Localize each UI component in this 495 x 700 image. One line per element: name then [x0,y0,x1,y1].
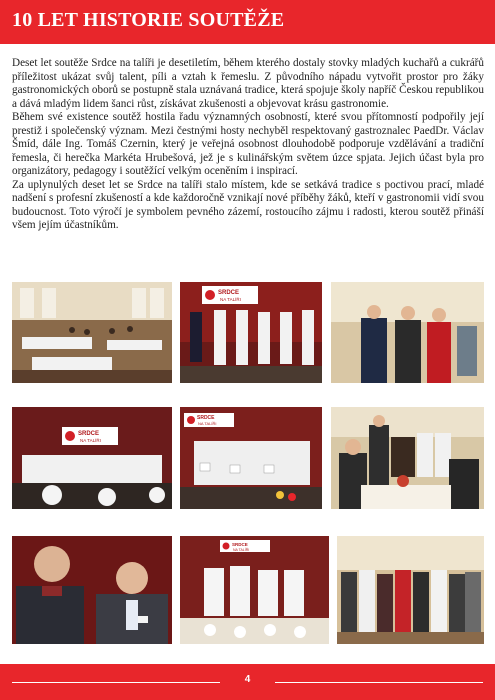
page-header [0,0,495,44]
photo-award-stage [180,282,322,383]
svg-text:NA TALÍŘI: NA TALÍŘI [80,438,101,443]
svg-text:SRDCE: SRDCE [78,431,100,437]
article-paragraph-2: Během své existence soutěž hostila řadu významných osobností, které svou přítomností podpořily její prestiž i společenský význam. Mezi čestnými hosty nechyběl respektovaný gastroznalec PaedDr. Václav Šmíd, dále Ing. Tomáš Czernin, který je veřejná osobnost dlouhodobě podporuje vzdělávání a tradiční řemesla, či herečka Markéta Hrubešová, jež je s kulinářským světem úzce spjata. Jejich účast byla pro organizátory, pedagogy i soutěžící velkým oceněním i inspirací. [12,111,484,177]
photo-competition-hall [12,282,172,383]
footer-rule-right [275,682,483,683]
svg-text:NA TALÍŘI: NA TALÍŘI [233,548,250,552]
photo-group-with-flowers [337,536,484,644]
page-number: 4 [244,674,251,685]
svg-text:SRDCE: SRDCE [218,290,240,296]
page-footer [0,664,495,700]
svg-text:NA TALÍŘI: NA TALÍŘI [220,297,241,302]
photo-three-women [331,282,484,383]
article-paragraph-3: Za uplynulých deset let se Srdce na talíři stalo místem, kde se setkává tradice s poctivou prací, mladé nadšení s profesní zkušeností a kde každoročně vznikají nové příběhy žáků, kteří v gastronomii vidí svou budoucnost. Toto výročí je symbolem pevného zázemí, rostoucího zájmu i radosti, kterou soutěž přináší všem jejím účastníkům. [12,178,484,231]
article-paragraph-1: Deset let soutěže Srdce na talíři je desetiletím, během kterého dostaly stovky mladých kuchařů a cukrářů příležitost ukázat svůj talent, píli a vztah k řemeslu. Z původního nápadu vytvořit prostor pro žáky gastronomických oborů se postupně stala uznávaná tradice, která spojuje školy napříč Českou republikou a dává mladým lidem šanci růst, získávat zkušenosti a objevovat krásu gastronomie. [12,57,484,110]
photo-guests-table [331,407,484,509]
svg-text:SRDCE: SRDCE [197,415,215,421]
photo-two-men-portrait [12,536,172,644]
article-body [12,57,484,233]
photo-winners-diplomas [180,407,322,509]
svg-text:SRDCE: SRDCE [232,542,248,547]
photo-chefs-group-stage [12,407,172,509]
svg-text:NA TALÍŘI: NA TALÍŘI [198,421,217,426]
page-title: 10 LET HISTORIE SOUTĚŽE [12,9,285,31]
photo-chefs-with-dishes [180,536,329,644]
